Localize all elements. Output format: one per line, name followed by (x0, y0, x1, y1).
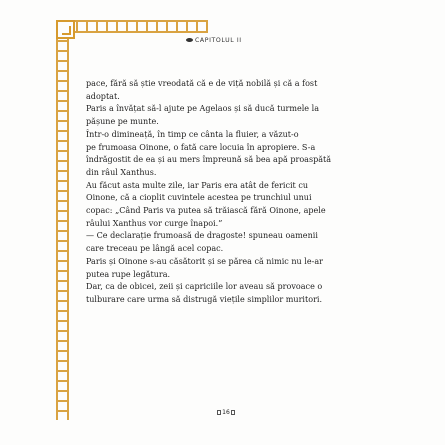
text-line: — Ce declarație frumoasă de dragoste! spuneau oamenii (86, 231, 318, 241)
text-line: Într-o dimineață, în timp ce cânta la fluier, a văzut-o (86, 129, 299, 139)
body-text (86, 78, 388, 307)
chapter-header (186, 34, 276, 46)
page-number (216, 408, 236, 417)
text-line: pășune pe munte. (86, 117, 159, 127)
chapter-label: CAPITOLUL II (195, 36, 242, 44)
text-line: Dar, ca de obicei, zeii și capriciile lor aveau să provoace o (86, 282, 323, 292)
text-line: pe frumoasa Oinone, o fată care locuia în apropiere. S-a (86, 142, 316, 152)
text-line: din râul Xanthus. (86, 167, 157, 177)
greek-key-border-top (56, 20, 208, 33)
text-line: Au făcut asta multe zile, iar Paris era atât de fericit cu (86, 180, 309, 190)
text-line: Oinone, că a cioplit cuvintele acestea pe trunchiul unui (86, 193, 312, 203)
page-number-value: 16 (222, 409, 230, 416)
greek-key-corner-ornament (56, 20, 75, 39)
page-number-right-ornament-icon (231, 410, 235, 415)
text-line: îndrăgostit de ea și au mers împreună să bea apă proaspătă (86, 155, 332, 165)
text-line: copac: „Când Paris va putea să trăiască fără Oinone, apele (86, 206, 326, 216)
text-line: Paris a învățat să-l ajute pe Agelaos și să ducă turmele la (86, 104, 320, 114)
ornament-dot-icon (186, 38, 193, 42)
greek-key-border-left (56, 20, 69, 420)
text-line: tulburare care urma să distrugă viețile simplilor muritori. (86, 294, 323, 304)
page-number-left-ornament-icon (217, 410, 221, 415)
text-line: pace, fără să știe vreodată că e de viță nobilă și că a fost (86, 79, 318, 88)
text-line: adoptat. (86, 91, 120, 101)
text-line: putea rupe legătura. (86, 269, 171, 279)
text-line: care treceau pe lângă acel copac. (86, 244, 224, 254)
text-line: râului Xanthus vor curge înapoi.” (86, 218, 223, 228)
text-line: Paris și Oinone s-au căsătorit și se părea că nimic nu le-ar (86, 256, 323, 266)
